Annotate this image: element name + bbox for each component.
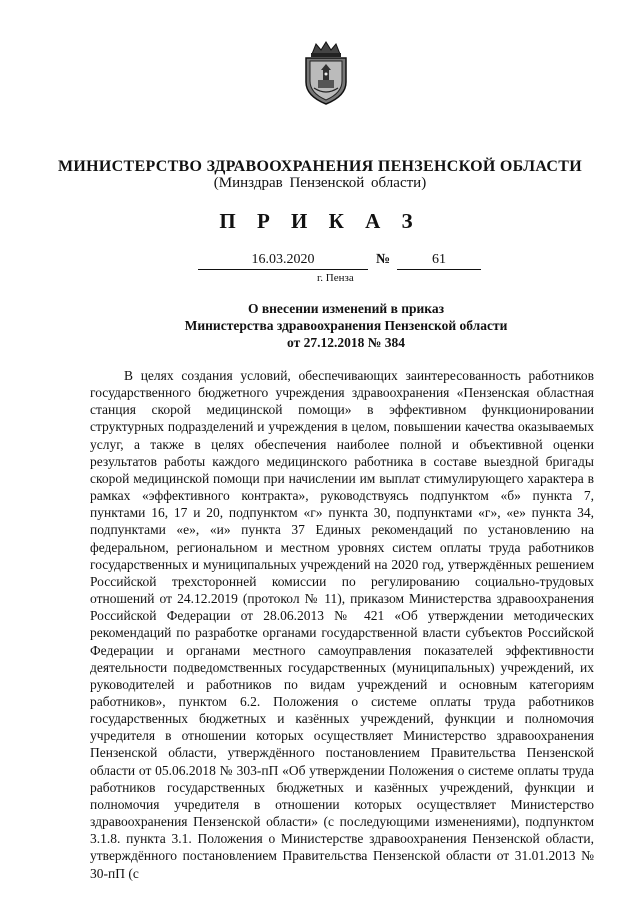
ministry-short-name: (Минздрав Пензенской области) (213, 175, 427, 191)
body-paragraph: В целях создания условий, обеспечивающих заинтересованность работников государственного бюджетного учреждения здравоохранения «Пензенская областная станция скорой медицинской помощи» в эффективном функционировании структурных подразделений и учреждения в целом, повышении качества оказываемых услуг, а также в целях обеспечения наиболее полной и объективной оценки результатов работы каждого медицинского работника в составе выездной бригады скорой медицинской помощи при начислении им выплат стимулирующего характера в рамках «эффективного контракта», руководствуясь подпунктом «б» пункта 7, пунктами 16, 17 и 20, подпунктом «г» пункта 30, подпунктами «г», «е» пункта 34, подпунктами «е», «и» пункта 37 Единых рекомендаций по установлению на федеральном, региональном и местном уровнях систем оплаты труда работников государственных и муниципальных учреждений на 2020 год, утверждённых решением Российской трехсторонней комиссии по регулированию социально-трудовых отношений от 24.12.2019 (протокол № 11), приказом Министерства здравоохранения Российской Федерации от 28.06.2013 № 421 «Об утверждении методических рекомендаций по разработке органами государственной власти субъектов Российской Федерации и органами местного самоуправления показателей эффективности деятельности подведомственных государственных (муниципальных) учреждений, их руководителей и работников по видам учреждений и основным категориям работников», пунктом 6.2. Положения о системе оплаты труда работников государственных бюджетных и казённых учреждений, функции и полномочия учредителя в отношении которых осуществляет Министерство здравоохранения Пензенской области, утверждённого постановлением Правительства Пензенской области от 05.06.2018 № 303-пП «Об утверждении Положения о системе оплаты труда работников государственных бюджетных и казённых учреждений, функции и полномочия учредителя в отношении которых осуществляет Министерство здравоохранения Пензенской области» (с последующими изменениями), подпунктом 3.1.8. пункта 3.1. Положения о Министерстве здравоохранения Пензенской области, утверждённого постановлением Правительства Пензенской области от 31.01.2013 № 30-пП (с (90, 368, 594, 881)
ministry-name: МИНИСТЕРСТВО ЗДРАВООХРАНЕНИЯ ПЕНЗЕНСКОЙ ОБЛАСТИ (58, 158, 582, 175)
subject-line-1: О внесении изменений в приказ (247, 301, 445, 316)
document-type-title: П Р И К А З (219, 209, 421, 233)
order-date: 16.03.2020 (198, 252, 368, 270)
order-subject (26, 300, 640, 351)
city-label: г. Пенза (317, 272, 354, 284)
number-sign: № (376, 252, 391, 267)
order-number: 61 (397, 252, 481, 270)
coat-of-arms-icon (298, 40, 354, 106)
subject-line-2: Министерства здравоохранения Пензенской области (184, 318, 508, 333)
subject-line-3: от 27.12.2018 № 384 (287, 335, 405, 350)
